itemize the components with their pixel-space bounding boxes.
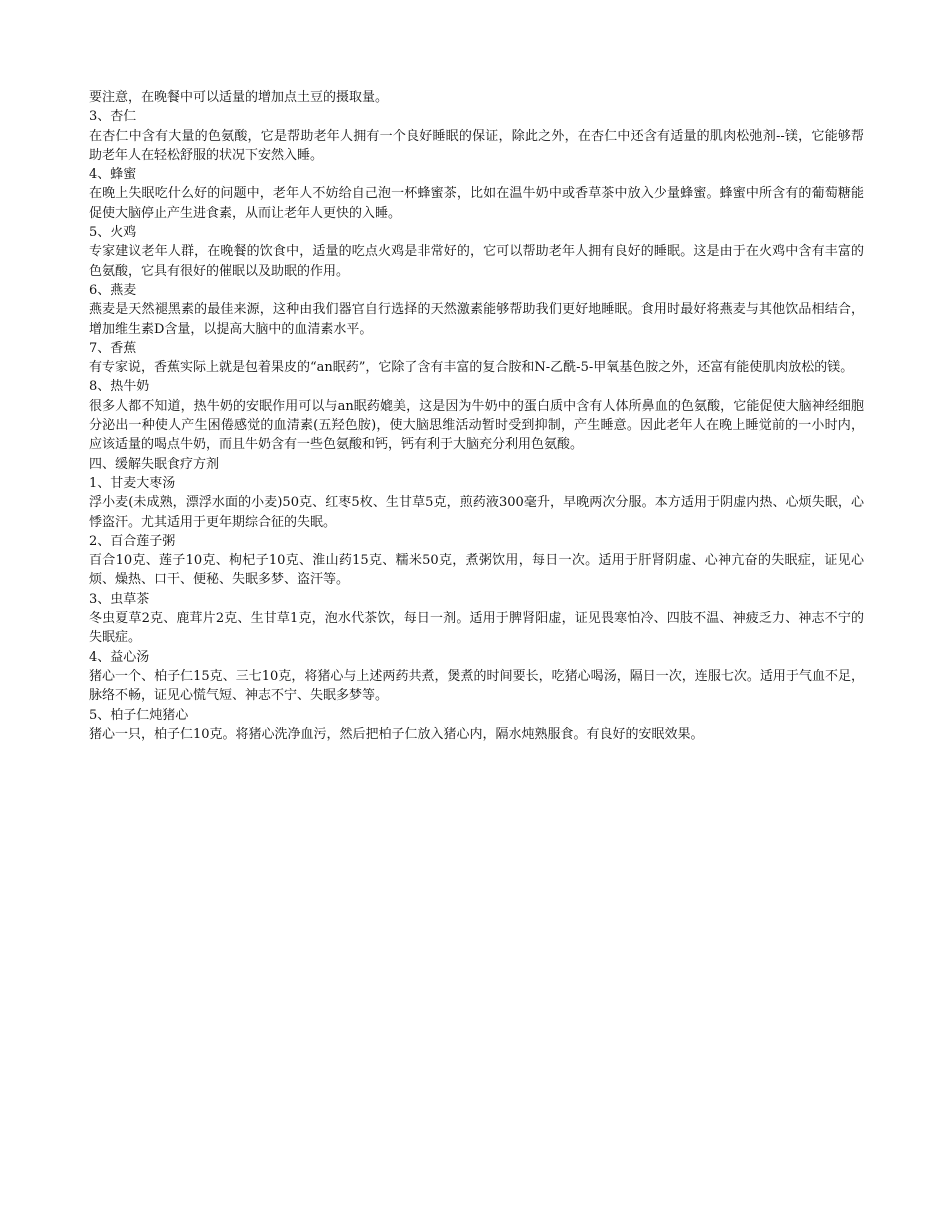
remedy-heading-2: 2、百合莲子粥 bbox=[89, 533, 176, 549]
section-body-turkey: 专家建议老年人群，在晚餐的饮食中，适量的吃点火鸡是非常好的，它可以帮助老年人拥有良好的睡眠。这是由于在火鸡中含有丰富的色氨酸，它具有很好的催眠以及助眠的作用。 bbox=[89, 244, 864, 279]
section-heading-honey: 4、蜂蜜 bbox=[89, 167, 137, 183]
remedy-body-3: 冬虫夏草2克、鹿茸片2克、生甘草1克，泡水代茶饮，每日一剂。适用于脾肾阳虚，证见畏寒怕冷、四肢不温、神疲乏力、神志不宁的失眠症。 bbox=[89, 611, 864, 646]
remedy-body-1: 浮小麦(未成熟，漂浮水面的小麦)50克、红枣5枚、生甘草5克，煎药液300毫升，早晚两次分服。本方适用于阴虚内热、心烦失眠，心悸盗汗。尤其适用于更年期综合征的失眠。 bbox=[89, 495, 864, 530]
section-heading-hot-milk: 8、热牛奶 bbox=[89, 379, 150, 395]
section-body-banana: 有专家说，香蕉实际上就是包着果皮的“an眠药”，它除了含有丰富的复合胺和N-乙酰-5-甲氧基色胺之外，还富有能使肌肉放松的镁。 bbox=[89, 360, 854, 376]
section-heading-turkey: 5、火鸡 bbox=[89, 225, 137, 241]
section-body-almond: 在杏仁中含有大量的色氨酸，它是帮助老年人拥有一个良好睡眠的保证，除此之外，在杏仁中还含有适量的肌肉松弛剂--镁，它能够帮助老年人在轻松舒服的状况下安然入睡。 bbox=[89, 128, 864, 163]
section-body-hot-milk: 很多人都不知道，热牛奶的安眠作用可以与an眠药媲美，这是因为牛奶中的蛋白质中含有人体所鼻血的色氨酸，它能促使大脑神经细胞分泌出一种使人产生困倦感觉的血清素(五羟色胺)，使大脑思维活动暂时受到抑制，产生睡意。因此老年人在晚上睡觉前的一小时内，应该适量的喝点牛奶，而且牛奶含有一些色氨酸和钙，钙有利于大脑充分利用色氨酸。 bbox=[89, 398, 864, 453]
remedy-heading-5: 5、柏子仁炖猪心 bbox=[89, 707, 189, 723]
remedies-title: 四、缓解失眠食疗方剂 bbox=[89, 456, 220, 472]
remedy-body-5: 猪心一只，柏子仁10克。将猪心洗净血污，然后把柏子仁放入猪心内，隔水炖熟服食。有良好的安眠效果。 bbox=[89, 726, 704, 742]
remedy-heading-4: 4、益心汤 bbox=[89, 649, 150, 665]
intro-paragraph: 要注意，在晚餐中可以适量的增加点土豆的摄取量。 bbox=[89, 90, 389, 105]
document-page bbox=[89, 88, 864, 744]
section-heading-banana: 7、香蕉 bbox=[89, 340, 137, 356]
remedy-body-2: 百合10克、莲子10克、枸杞子10克、淮山药15克、糯米50克，煮粥饮用，每日一次。适用于肝肾阴虚、心神亢奋的失眠症，证见心烦、燥热、口干、便秘、失眠多梦、盗汗等。 bbox=[89, 553, 864, 588]
section-body-oats: 燕麦是天然褪黑素的最佳来源，这种由我们器官自行选择的天然激素能够帮助我们更好地睡眠。食用时最好将燕麦与其他饮品相结合，增加维生素D含量，以提高大脑中的血清素水平。 bbox=[89, 302, 864, 337]
remedy-body-4: 猪心一个、柏子仁15克、三七10克，将猪心与上述两药共煮，煲煮的时间要长，吃猪心喝汤，隔日一次，连服七次。适用于气血不足，脉络不畅，证见心慌气短、神志不宁、失眠多梦等。 bbox=[89, 668, 864, 704]
section-heading-almond: 3、杏仁 bbox=[89, 109, 137, 125]
remedy-heading-1: 1、甘麦大枣汤 bbox=[89, 475, 176, 491]
section-body-honey: 在晚上失眠吃什么好的问题中，老年人不妨给自己泡一杯蜂蜜茶，比如在温牛奶中或香草茶中放入少量蜂蜜。蜂蜜中所含有的葡萄糖能促使大脑停止产生进食素，从而让老年人更快的入睡。 bbox=[89, 186, 864, 221]
section-heading-oats: 6、燕麦 bbox=[89, 282, 137, 298]
remedy-heading-3: 3、虫草茶 bbox=[89, 591, 150, 607]
